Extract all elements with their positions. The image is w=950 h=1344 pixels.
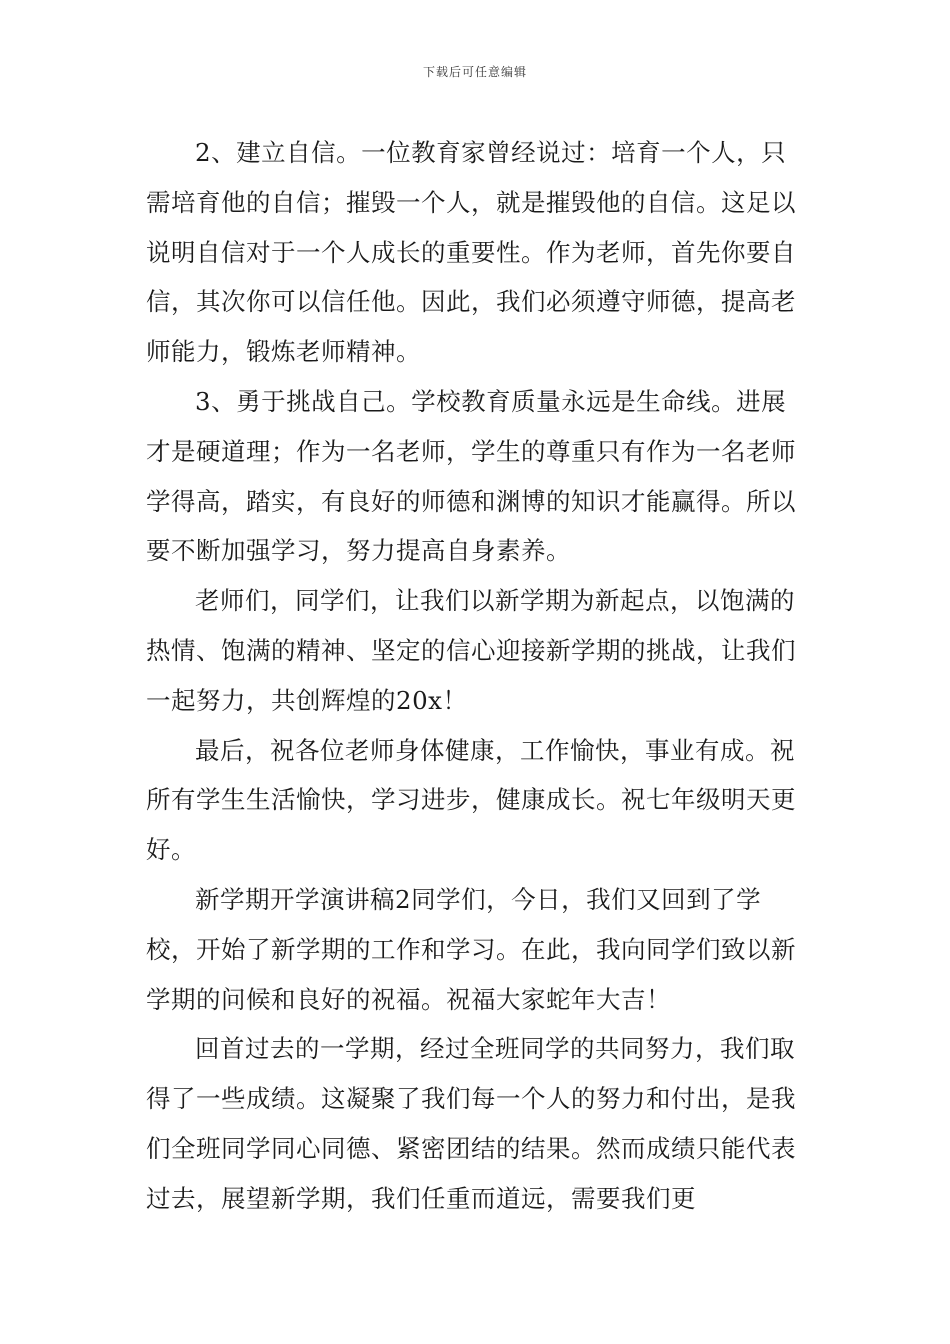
document-body xyxy=(146,128,810,1224)
paragraph-closing-wishes: 最后，祝各位老师身体健康，工作愉快，事业有成。祝所有学生生活愉快，学习进步，健康成长。祝七年级明天更好。 xyxy=(146,735,796,865)
page-header-note: 下载后可任意编辑 xyxy=(422,65,527,79)
paragraph-build-confidence: 2、建立自信。一位教育家曾经说过：培育一个人，只需培育他的自信；摧毁一个人，就是摧毁他的自信。这足以说明自信对于一个人成长的重要性。作为老师，首先你要自信，其次你可以信任他。因此，我们必须遵守师德，提高老师能力，锻炼老师精神。 xyxy=(146,138,796,367)
paragraph-new-semester-call: 老师们，同学们，让我们以新学期为新起点，以饱满的热情、饱满的精神、坚定的信心迎接新学期的挑战，让我们一起努力，共创辉煌的20x！ xyxy=(146,586,796,715)
paragraph-looking-back: 回首过去的一学期，经过全班同学的共同努力，我们取得了一些成绩。这凝聚了我们每一个人的努力和付出，是我们全班同学同心同德、紧密团结的结果。然而成绩只能代表过去，展望新学期，我们任重而道远，需要我们更 xyxy=(146,1034,796,1213)
paragraph-challenge-yourself: 3、勇于挑战自己。学校教育质量永远是生命线。进展才是硬道理；作为一名老师，学生的尊重只有作为一名老师学得高，踏实，有良好的师德和渊博的知识才能赢得。所以要不断加强学习，努力提高自身素养。 xyxy=(146,386,796,566)
paragraph-speech-2-opening: 新学期开学演讲稿2同学们，今日，我们又回到了学校，开始了新学期的工作和学习。在此，我向同学们致以新学期的问候和良好的祝福。祝福大家蛇年大吉！ xyxy=(146,884,796,1014)
